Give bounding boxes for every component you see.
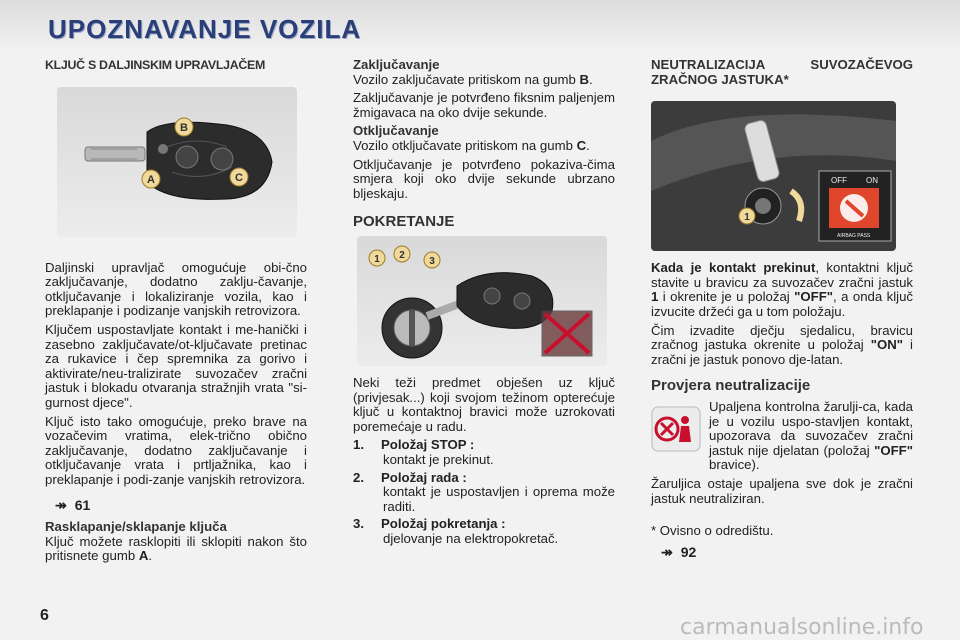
step-title: Položaj rada : [381, 469, 467, 485]
airbag-switch-image [651, 101, 896, 251]
page-reference-92[interactable] [661, 545, 913, 560]
double-arrow-icon: ↠ [661, 543, 673, 560]
footnote: * Ovisno o odredištu. [651, 523, 774, 539]
ignition-image [357, 236, 607, 366]
ignition-label-2: 2 [399, 249, 405, 261]
button-a-label: A [138, 548, 149, 564]
step-number: 3. [353, 516, 364, 532]
remote-key-paragraph-1: Daljinski upravljač omogućuje obi-čno zaključavanje, dodatno zaklju-čavanje, otključavanje i lokaliziranje vozila, kao i preklapanje i podizanje vanjskih retrovizora. [45, 259, 307, 319]
check-text: Upaljena kontrolna žarulji-ca, kada je u vozilu uspo-stavljen kontakt, upozorava da suvozačev zračni jastuk nije djelatan (položaj "OFF" bravice). [709, 398, 913, 473]
step-desc: kontakt je prekinut. [383, 451, 494, 467]
ignition-positions-list [353, 438, 615, 546]
section-header-remote-key: KLJUČ S DALJINSKIM UPRAVLJAČEM [45, 58, 266, 72]
locking-header: Zaključavanje [353, 57, 440, 72]
ignition-illustration [357, 236, 607, 366]
step-title: Položaj STOP : [381, 437, 475, 453]
airbag-on-label: ON [866, 176, 878, 186]
starting-header: POKRETANJE [353, 213, 455, 231]
list-item [353, 471, 615, 515]
unlocking-confirm: Otključavanje je potvrđeno pokaziva-čima smjera koji oko dvije sekunde ubrzano bljeskaju. [353, 156, 615, 201]
unlocking-text: Vozilo otključavate pritiskom na gumb C. [353, 137, 590, 153]
page-reference-number: 61 [74, 496, 91, 513]
page-number: 6 [40, 607, 49, 624]
warning-lamp-block [651, 400, 913, 477]
locking-text: Vozilo zaključavate pritiskom na gumb B. [353, 71, 593, 87]
step-number: 2. [353, 469, 364, 485]
key-label-a: A [147, 173, 155, 186]
column-remote-key [45, 58, 307, 568]
step-number: 1. [353, 437, 364, 453]
button-c-label: C [576, 137, 587, 153]
page-reference-number: 92 [680, 543, 697, 560]
airbag-header: NEUTRALIZACIJA SUVOZAČEVOG ZRAČNOG JASTUKA* [651, 57, 913, 87]
page-title: UPOZNAVANJE VOZILA [48, 14, 362, 44]
starting-intro: Neki teži predmet obješen uz ključ (privjesak...) koji svojom težinom opterećuje ključ u kontaktnoj bravici može uzrokovati poremećaje u radu. [353, 374, 615, 434]
column-locking [353, 58, 615, 549]
airbag-switch-illustration [651, 101, 896, 251]
column-airbag [651, 58, 913, 567]
step-title: Položaj pokretanja : [381, 516, 506, 532]
airbag-off-instructions: Kada je kontakt prekinut, kontaktni ključ stavite u bravicu za suvozačev zračni jastuk 1 i okrenite je u položaj "OFF", a onda ključ izvucite držeći ga u tom položaju. [651, 260, 914, 319]
ignition-label-1: 1 [374, 253, 380, 265]
list-item [353, 517, 615, 546]
fold-key-text: Ključ možete rasklopiti ili sklopiti nakon što pritisnete gumb A. [45, 533, 307, 564]
key-label-b: B [180, 121, 188, 134]
step-desc: kontakt je uspostavljen i oprema može raditi. [383, 484, 615, 514]
fold-key-header: Rasklapanje/sklapanje ključa [45, 519, 227, 535]
airbag-on-instructions: Čim izvadite dječju sjedalicu, bravicu zračnog jastuka okrenite u položaj "ON" i zračni je jastuk ponovo dje-latan. [651, 322, 913, 367]
check-header: Provjera neutralizacije [651, 377, 811, 395]
remote-key-paragraph-2: Ključem uspostavljate kontakt i me-hanički i zasebno zaključavate/ot-ključavate pretinac za rukavice i čep spremnika za gorivo i aktivirate/neu-tralizirate suvozačev zračni jastuk i blokadu otvaranja stražnjih vrata "si-gurnost djece". [45, 321, 307, 410]
key-label-c: C [235, 171, 243, 184]
airbag-pass-label: AIRBAG PASS [837, 233, 871, 240]
remote-key-image [57, 87, 297, 237]
airbag-off-label: OFF [831, 176, 847, 186]
lamp-text: Žaruljica ostaje upaljena sve dok je zračni jastuk neutraliziran. [651, 475, 913, 506]
list-item [353, 438, 615, 467]
page-reference-61[interactable] [55, 498, 307, 513]
airbag-warning-lamp-icon [651, 406, 701, 452]
remote-key-illustration [57, 87, 297, 237]
button-b-label: B [579, 71, 590, 87]
double-arrow-icon: ↠ [55, 496, 67, 513]
ignition-label-3: 3 [429, 255, 435, 267]
unlocking-header: Otključavanje [353, 123, 439, 139]
locking-confirm: Zaključavanje je potvrđeno fiksnim paljenjem žmigavaca na oko dvije sekunde. [353, 90, 615, 120]
watermark: carmanualsonline.info [680, 615, 924, 640]
remote-key-paragraph-3: Ključ isto tako omogućuje, preko brave na vozačevim vratima, elek-trično obično zaključavanje, dodatno zaključavanje i otključavanje vrata i prtljažnika, kao i preklapanje i podi-zanje vanjskih retrovizora. [45, 413, 307, 487]
airbag-key-label-1: 1 [744, 212, 750, 224]
step-desc: djelovanje na elektropokretač. [383, 530, 559, 546]
